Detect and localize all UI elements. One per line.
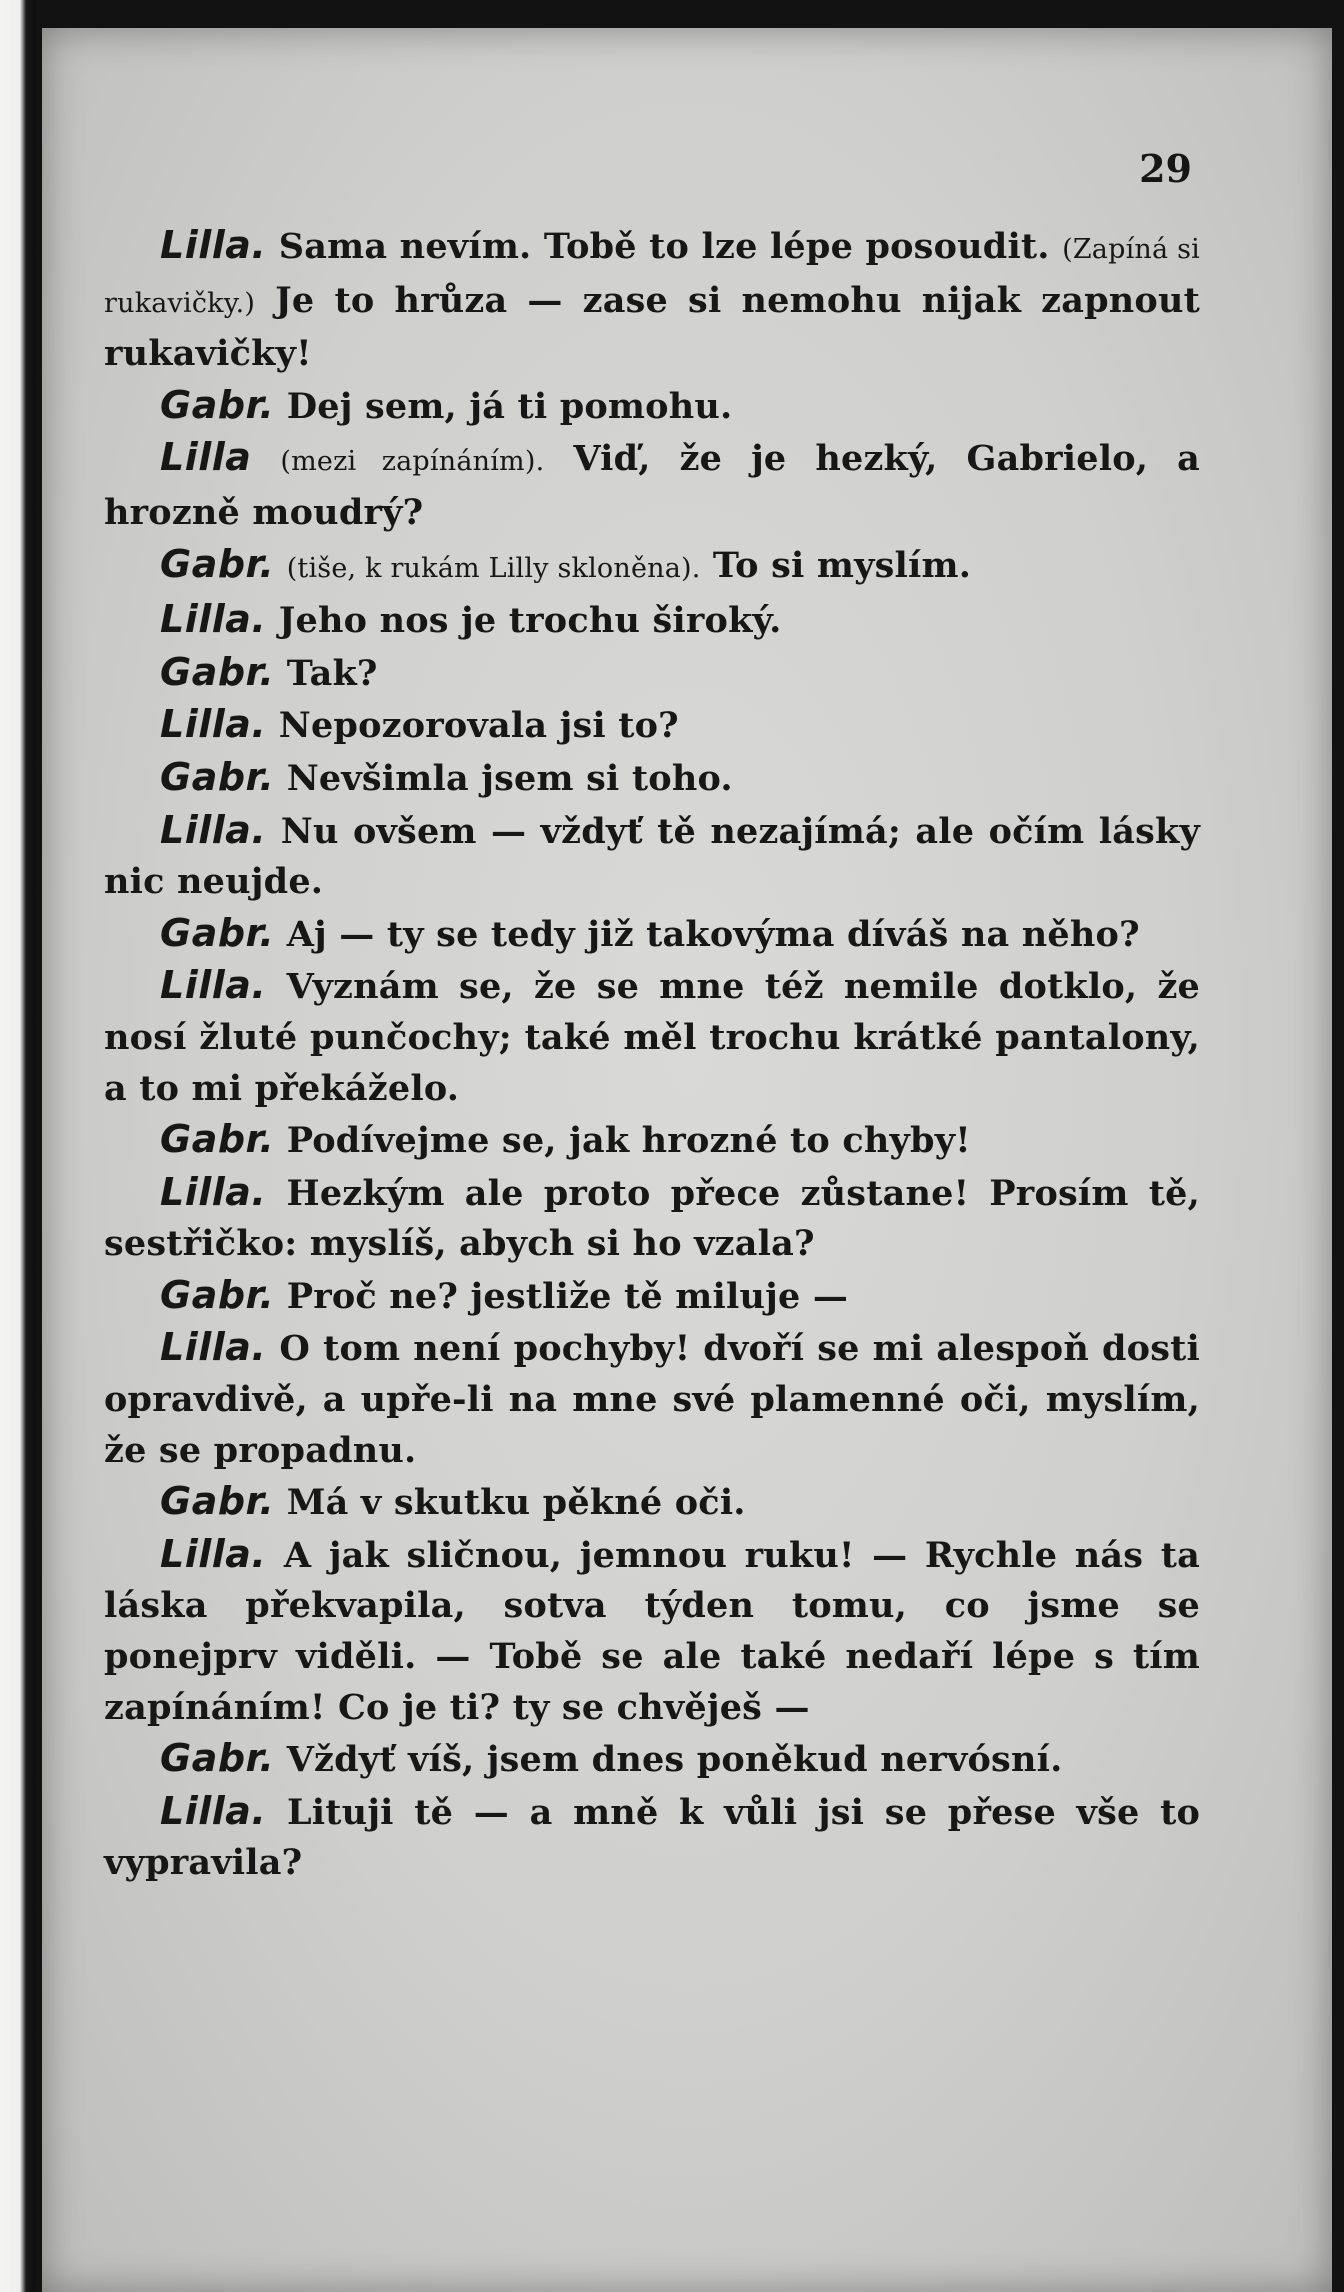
speaker-name: Lilla. (160, 1169, 267, 1214)
stage-direction: (Zapíná si rukavičky.) (104, 234, 1201, 319)
speech-text-continued: Viď, že je hezký, Gabrielo, a hrozně moudrý? (104, 438, 1200, 533)
speech-text: Nepozorovala jsi to? (278, 705, 679, 747)
dialogue-paragraph (104, 960, 1200, 1114)
speaker-name: Gabr. (160, 382, 275, 427)
dialogue-paragraph (104, 752, 1200, 805)
stage-direction: (tiše, k rukám Lilly skloněna). (286, 552, 701, 584)
speaker-name: Lilla. (160, 223, 267, 267)
speaker-name: Gabr. (160, 649, 275, 694)
speaker-name: Lilla. (160, 1788, 267, 1833)
speech-text: A jak sličnou, jemnou ruku! — Rychle nás ta láska překvapila, sotva týden tomu, co jsme se ponejprv viděli. — Tobě se ale také nedaří lépe s tím zapínáním! Co je ti? ty se chvěješ — (104, 1534, 1200, 1728)
speech-text: Nu ovšem — vždyť tě nezajímá; ale očím lásky nic neujde. (104, 810, 1200, 903)
speaker-name: Lilla. (160, 597, 267, 642)
dialogue-paragraph (104, 1114, 1200, 1167)
speaker-name: Lilla. (160, 963, 267, 1008)
speech-text: Aj — ty se tedy již takovýma díváš na něho? (286, 913, 1140, 955)
speech-text: Vyznám se, že se mne též nemile dotklo, že nosí žluté punčochy; také měl trochu krátké pantalony, a to mi překáželo. (104, 966, 1201, 1109)
speaker-name: Gabr. (160, 1117, 275, 1162)
speech-text: Hezkým ale proto přece zůstane! Prosím tě, sestřičko: myslíš, abych si ho vzala? (104, 1172, 1201, 1265)
speech-text: Dej sem, já ti pomohu. (286, 385, 733, 427)
speaker-name: Lilla. (160, 1531, 267, 1576)
dialogue-paragraph (104, 1322, 1200, 1476)
stage-direction: (mezi zapínáním). (280, 446, 545, 478)
dialogue-paragraph (104, 1270, 1200, 1323)
speaker-name: Lilla (160, 435, 252, 480)
dialogue-paragraph (104, 1529, 1200, 1733)
speaker-name: Gabr. (160, 1479, 275, 1524)
dialogue-paragraph (104, 699, 1200, 752)
dialogue-paragraph (104, 1733, 1200, 1786)
speech-text: Sama nevím. Tobě to lze lépe posoudit. (278, 226, 1063, 267)
speech-text: Podívejme se, jak hrozné to chyby! (286, 1120, 971, 1162)
dialogue-text (104, 220, 1200, 1889)
dialogue-paragraph (104, 805, 1200, 908)
dialogue-paragraph (104, 1476, 1200, 1529)
speaker-name: Lilla. (160, 1325, 267, 1370)
speech-text: Nevšimla jsem si toho. (286, 757, 733, 799)
speech-text: Proč ne? jestliže tě miluje — (286, 1275, 849, 1317)
dialogue-paragraph (104, 594, 1200, 647)
dialogue-paragraph (104, 1167, 1200, 1270)
dialogue-paragraph (104, 220, 1200, 380)
speaker-name: Gabr. (160, 541, 275, 586)
speech-text: Vždyť víš, jsem dnes poněkud nervósní. (286, 1739, 1063, 1781)
speaker-name: Gabr. (160, 910, 275, 955)
dialogue-paragraph (104, 647, 1200, 700)
speech-text: Jeho nos je trochu široký. (278, 600, 782, 642)
dialogue-paragraph (104, 539, 1200, 595)
speaker-name: Gabr. (160, 754, 275, 799)
speaker-name: Gabr. (160, 1272, 275, 1317)
speech-text: O tom není pochyby! dvoří se mi alespoň dosti opravdivě, a upře-li na mne své plamenné oči, myslím, že se propadnu. (104, 1328, 1200, 1471)
dialogue-paragraph (104, 1786, 1200, 1889)
speaker-name: Lilla. (160, 807, 267, 852)
book-gutter (0, 0, 36, 2292)
dialogue-paragraph (104, 380, 1200, 433)
speaker-name: Gabr. (160, 1736, 275, 1781)
speaker-name: Lilla. (160, 702, 267, 747)
dialogue-paragraph (104, 432, 1200, 538)
dialogue-paragraph (104, 908, 1200, 961)
speech-text: Lituji tě — a mně k vůli jsi se přese vše to vypravila? (104, 1791, 1200, 1884)
page-number: 29 (1139, 146, 1192, 191)
speech-text-continued: Je to hrůza — zase si nemohu nijak zapnout rukavičky! (104, 279, 1200, 375)
speech-text: Tak? (286, 652, 378, 694)
speech-text-continued: To si myslím. (700, 544, 972, 586)
speech-text: Má v skutku pěkné oči. (286, 1482, 746, 1524)
